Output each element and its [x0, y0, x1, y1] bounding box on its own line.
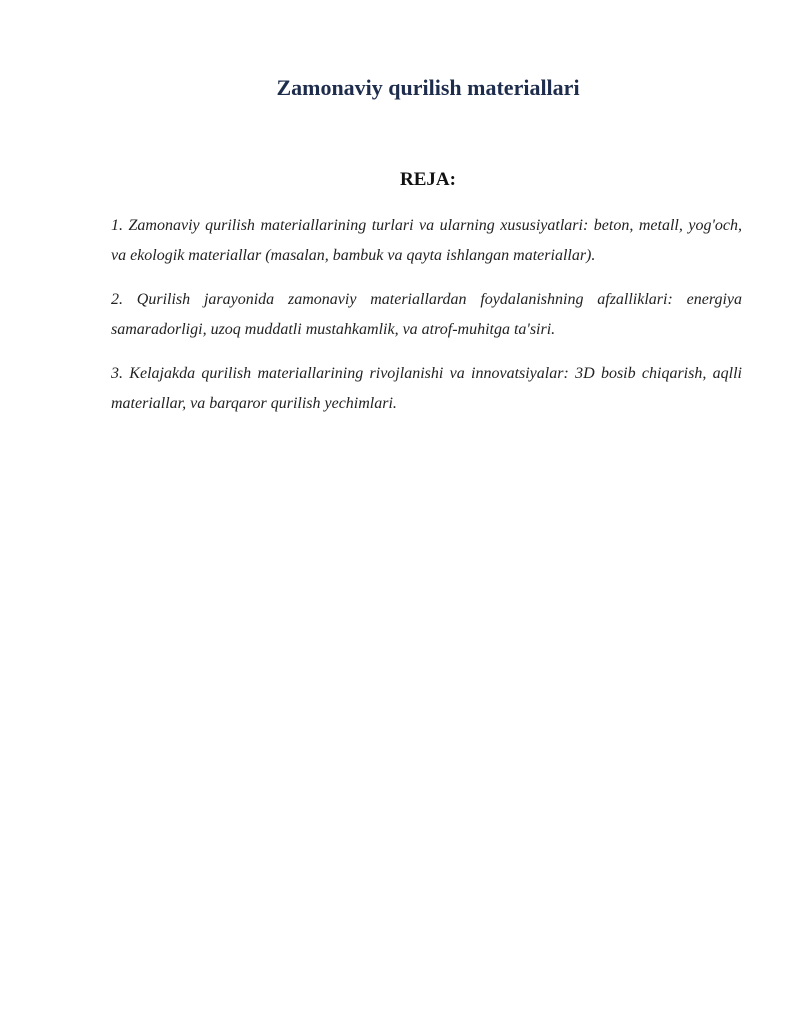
- plan-item-2: 2. Qurilish jarayonida zamonaviy materiallardan foydalanishning afzalliklari: energiya samaradorligi, uzoq muddatli mustahkamlik, va atrof-muhitga ta'siri.: [111, 291, 742, 338]
- plan-item-1: 1. Zamonaviy qurilish materiallarining turlari va ularning xususiyatlari: beton, metall, yog'och, va ekologik materiallar (masalan, bambuk va qayta ishlangan materiallar).: [111, 217, 742, 264]
- document-title: Zamonaviy qurilish materiallari: [276, 75, 580, 100]
- plan-heading: REJA:: [400, 169, 456, 190]
- plan-item-3: 3. Kelajakda qurilish materiallarining rivojlanishi va innovatsiyalar: 3D bosib chiqarish, aqlli materiallar, va barqaror qurilish yechimlari.: [111, 365, 742, 412]
- plan-list: [111, 211, 742, 433]
